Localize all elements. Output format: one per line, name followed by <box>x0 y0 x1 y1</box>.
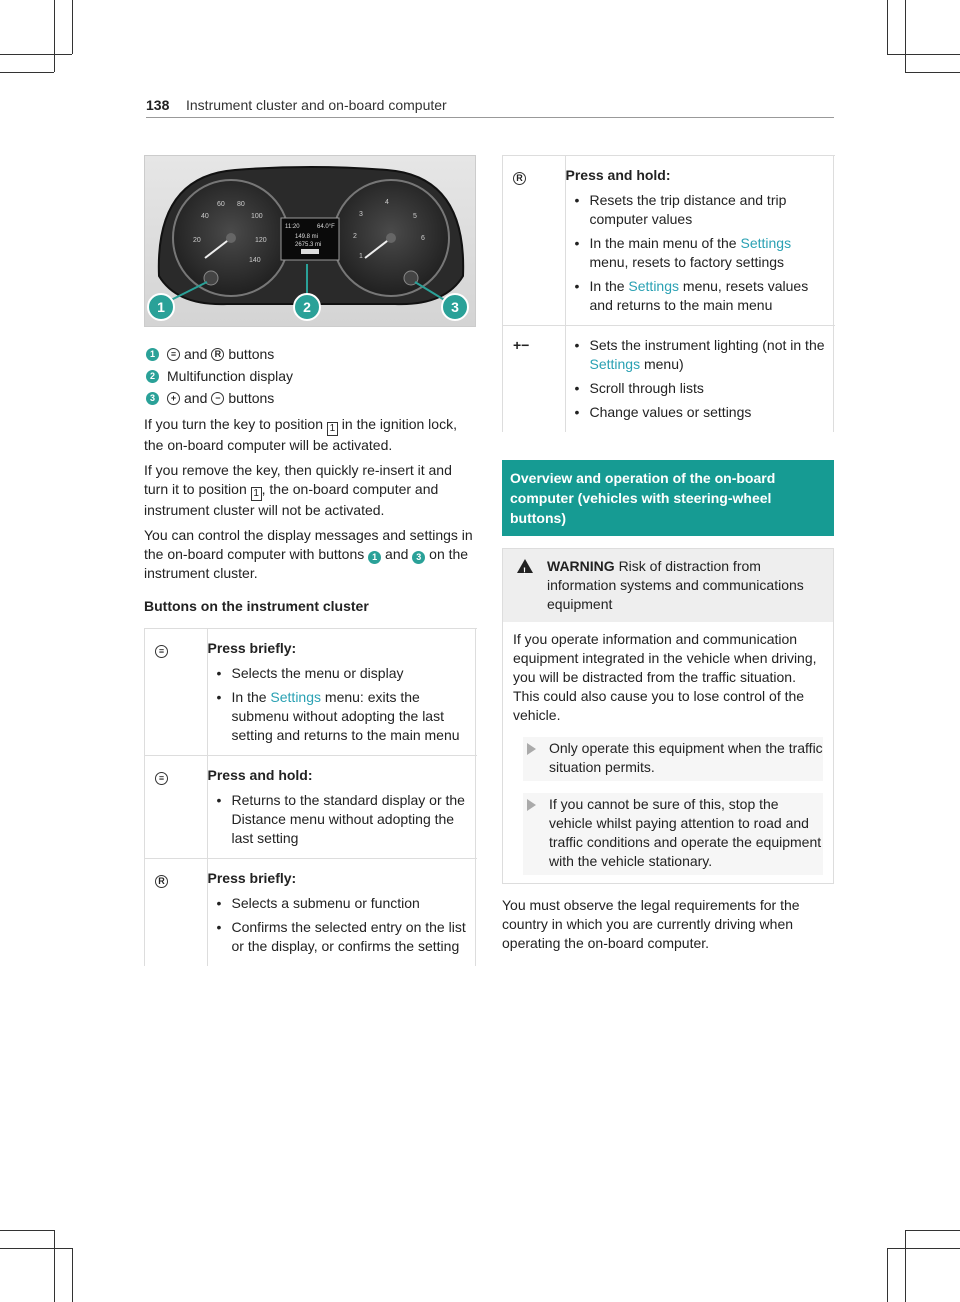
legend-item: 2 Multifunction display <box>144 365 476 387</box>
list-item: • Sets the instrument lighting (not in the Settings menu) <box>566 336 828 374</box>
table-row <box>503 326 835 433</box>
display-odometer: 2675.3 mi <box>295 242 322 248</box>
key-position-icon: 1 <box>327 422 338 436</box>
warning-box <box>502 548 834 884</box>
list-item: • In the Settings menu: exits the submenu without adopting the last setting and returns to the main menu <box>208 688 470 745</box>
gauge-right-tick: 3 <box>359 211 363 218</box>
reset-button-icon: R <box>513 172 526 185</box>
plus-button-icon: + <box>167 392 180 405</box>
reset-button-icon: R <box>155 875 168 888</box>
legend-item: 3 + and − buttons <box>144 387 476 409</box>
menu-button-icon: ≡ <box>155 772 168 785</box>
list-item: • In the Settings menu, resets values and returns to the main menu <box>566 277 828 315</box>
crop-mark <box>887 0 888 54</box>
gauge-right-tick: 1 <box>359 253 363 260</box>
right-column <box>502 155 834 953</box>
warning-body: If you operate information and communication equipment integrated in the vehicle when driving, you will be distracted from the traffic situation. This could also cause you to lose control of the vehicle. Only operate this equipment when the traffic situation permits. If you cannot be sure of this, stop the vehicle whilst paying attention to road and traffic conditions and operate the equipment with the vehicle stationary. <box>503 622 833 883</box>
instrument-cluster-illustration <box>145 156 476 327</box>
gauge-right-tick: 2 <box>353 233 357 240</box>
legend-item: 1 ≡ and R buttons <box>144 343 476 365</box>
menu-button-icon: ≡ <box>167 348 180 361</box>
crop-mark <box>887 1248 888 1302</box>
gauge-left-tick: 100 <box>251 213 263 220</box>
photo-callout-2: 2 <box>303 299 311 315</box>
list-item: • Returns to the standard display or the Distance menu without adopting the last setting <box>208 791 470 848</box>
closing-paragraph: You must observe the legal requirements for the country in which you are currently driving when operating the on-board computer. <box>502 897 800 951</box>
warning-header <box>503 549 833 622</box>
settings-link: Settings <box>628 278 680 294</box>
minus-button-icon: − <box>211 392 224 405</box>
settings-link: Settings <box>589 356 641 372</box>
reset-button-icon: R <box>211 348 224 361</box>
table-row: ≡ Press briefly: • Selects the menu or display • In the Settings menu: exits the submenu without adopting the last setting and returns to the main menu <box>145 629 477 756</box>
gauge-left-tick: 80 <box>237 201 245 208</box>
gauge-right-tick: 4 <box>385 199 389 206</box>
crop-mark <box>0 1230 54 1231</box>
gauge-left-tick: 140 <box>249 257 261 264</box>
photo-callout-3: 3 <box>451 299 459 315</box>
list-item: • Confirms the selected entry on the list or the display, or confirms the setting <box>208 918 470 956</box>
section-heading: Overview and operation of the on-board computer (vehicles with steering-wheel buttons) <box>502 460 834 536</box>
action-item: Only operate this equipment when the traffic situation permits. <box>523 737 823 781</box>
gauge-left-tick: 120 <box>255 237 267 244</box>
photo-callout-1: 1 <box>157 299 165 315</box>
crop-mark <box>887 54 960 55</box>
crop-mark <box>0 1248 72 1249</box>
crop-mark <box>905 0 906 72</box>
list-item: • In the main menu of the Settings menu, resets to factory settings <box>566 234 828 272</box>
instrument-cluster-photo <box>144 155 476 327</box>
table-row: R Press briefly: • Selects a submenu or function • Confirms the selected entry on the list or the display, or confirms the setting <box>145 859 477 967</box>
list-item: • Selects a submenu or function <box>208 894 470 913</box>
settings-link: Settings <box>740 235 792 251</box>
table-row: R Press and hold: • Resets the trip distance and trip computer values • In the main menu of the Settings menu, resets to factory settings • In the Settings menu, resets values and returns to the main menu <box>503 156 835 326</box>
action-item: If you cannot be sure of this, stop the vehicle whilst paying attention to road and traffic conditions and operate the equipment with the vehicle stationary. <box>523 793 823 875</box>
settings-link: Settings <box>270 689 322 705</box>
callout-badge: 1 <box>146 348 159 361</box>
buttons-table-continued <box>502 155 834 432</box>
left-column <box>144 155 476 966</box>
plus-minus-buttons-icon: +− <box>513 337 530 353</box>
photo-legend <box>144 343 476 409</box>
gauge-right-tick: 6 <box>421 235 425 242</box>
crop-mark <box>0 54 72 55</box>
warning-triangle-icon <box>517 559 533 573</box>
list-item: • Selects the menu or display <box>208 664 470 683</box>
list-item: • Change values or settings <box>566 403 828 422</box>
callout-badge: 2 <box>146 370 159 383</box>
display-trip: 149.8 mi <box>295 234 319 240</box>
buttons-heading: Buttons on the instrument cluster <box>144 598 369 614</box>
page-header <box>146 96 834 118</box>
callout-badge: 3 <box>146 392 159 405</box>
paragraph: If you remove the key, then quickly re-insert it and turn it to position 1 , the on-board computer and instrument cluster will not be activated. <box>144 462 452 518</box>
buttons-table <box>144 628 476 966</box>
crop-mark <box>54 0 55 72</box>
menu-button-icon: ≡ <box>155 645 168 658</box>
callout-badge: 3 <box>412 551 425 564</box>
gauge-right-tick: 5 <box>413 213 417 220</box>
list-item: • Scroll through lists <box>566 379 828 398</box>
crop-mark <box>905 1230 960 1231</box>
crop-mark <box>54 1230 55 1302</box>
gauge-left-tick: 20 <box>193 237 201 244</box>
crop-mark <box>72 0 73 54</box>
key-position-icon: 1 <box>251 487 262 501</box>
gauge-left-tick: 60 <box>217 201 225 208</box>
page-number: 138 <box>146 97 170 113</box>
warning-title: Risk of distraction from information systems and communications equipment <box>547 558 804 612</box>
table-row: ≡ Press and hold: • Returns to the standard display or the Distance menu without adopting the last setting <box>145 756 477 859</box>
crop-mark <box>0 72 54 73</box>
gauge-left-tick: 40 <box>201 213 209 220</box>
paragraph: You can control the display messages and settings in the on-board computer with buttons 1 and 3 on the instrument cluster. <box>144 527 473 581</box>
crop-mark <box>905 1230 906 1302</box>
warning-label: WARNING <box>547 558 615 574</box>
page-title: Instrument cluster and on-board computer <box>186 97 447 113</box>
display-temp: 64.0°F <box>317 224 335 230</box>
crop-mark <box>72 1248 73 1302</box>
crop-mark <box>905 72 960 73</box>
display-time: 11:20 <box>285 224 300 230</box>
paragraph: If you turn the key to position 1 in the ignition lock, the on-board computer will be activated. <box>144 416 457 453</box>
crop-mark <box>887 1248 960 1249</box>
list-item: • Resets the trip distance and trip computer values <box>566 191 828 229</box>
callout-badge: 1 <box>368 551 381 564</box>
